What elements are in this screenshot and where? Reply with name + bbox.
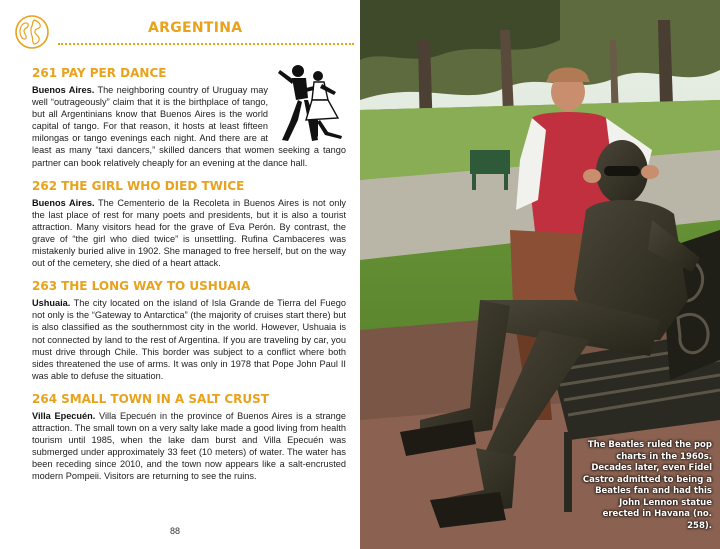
- chapter-title: ARGENTINA: [148, 20, 243, 36]
- entry-title: THE GIRL WHO DIED TWICE: [61, 178, 245, 193]
- entry-lead: Ushuaia.: [32, 298, 71, 309]
- right-page: [360, 0, 720, 549]
- entry-title: THE LONG WAY TO USHUAIA: [61, 279, 251, 294]
- entry-text: [32, 84, 346, 169]
- entry-lead: Buenos Aires.: [32, 197, 95, 208]
- entry-number: 263: [32, 279, 58, 294]
- illustration-spacer: [268, 84, 346, 144]
- entry-number: 261: [32, 66, 58, 80]
- entry-lead: Villa Epecuén.: [32, 410, 96, 421]
- header-divider: [58, 43, 354, 45]
- entry-title: PAY PER DANCE: [61, 66, 167, 80]
- entry-263: [32, 279, 346, 382]
- entry-number: 264: [32, 391, 58, 406]
- entry-264: [32, 392, 346, 483]
- entry-body: The neighboring country of Uruguay may well “outrageously” claim that it is the birthplace of tango, but all Argentinians know that Buenos Aires is the world capital of tango. For that reason, it hosts at least fifteen milongas or tango evenings each night. And there are at least as many “taxi dancers,” skilled dancers that women seeking a tango partner can book relatively cheaply for an evening at the dance hall.: [32, 85, 346, 168]
- entry-number: 262: [32, 178, 58, 193]
- entry-heading: [32, 66, 346, 81]
- entry-heading: [32, 392, 346, 407]
- entry-text: [32, 297, 346, 382]
- page-number: 88: [170, 526, 181, 536]
- entry-text: [32, 197, 346, 270]
- entry-262: [32, 179, 346, 270]
- entry-261: [32, 66, 346, 169]
- entry-lead: Buenos Aires.: [32, 85, 95, 95]
- entry-body: The Cementerio de la Recoleta in Buenos Aires is not only the last place of rest for many poets and presidents, but it is also a tourist attraction. Many visitors head for the grave of Eva Perón. By contrast, the grave of “the girl who died twice” is unsettling. Rufina Cambaceres was mistakenly buried alive in 1902. She managed to free herself, but on the way out of the cemetery, she died of a heart attack.: [32, 197, 347, 269]
- entries-list: [32, 66, 346, 492]
- entry-heading: [32, 179, 346, 194]
- entry-body: Villa Epecuén in the province of Buenos Aires is a strange attraction. The small town on a very salty lake made a good living from health tourism until 1985, when the lake dam burst and Villa Epecuén was submerged under approximately 33 feet (10 meters) of water. The water has been receding since 2010, and the town now appears like a salt-encrusted modern Pompeii. Visitors are returning to see the ruins.: [32, 410, 346, 482]
- photo-caption: The Beatles ruled the pop charts in the 1960s. Decades later, even Fidel Castro admitted to being a Beatles fan and had this John Lennon statue erected in Havana (no. 258).: [582, 440, 712, 531]
- entry-title: SMALL TOWN IN A SALT CRUST: [61, 391, 269, 406]
- entry-body: The city located on the island of Isla Grande de Tierra del Fuego not only is the “Gateway to Antarctica” (the majority of cruises start there) but is also classified as the southernmost city in the world. However, Ushuaia is not connected by land to the rest of Argentina. If you are traveling by car, you must drive through Chile. This border was subject to a conflict where both sides threatened the use of arms. It was only in 1978 that Pope John Paul II was able to defuse the situation.: [32, 298, 346, 381]
- entry-text: [32, 410, 346, 483]
- entry-heading: [32, 279, 346, 294]
- globe-icon: [14, 14, 50, 50]
